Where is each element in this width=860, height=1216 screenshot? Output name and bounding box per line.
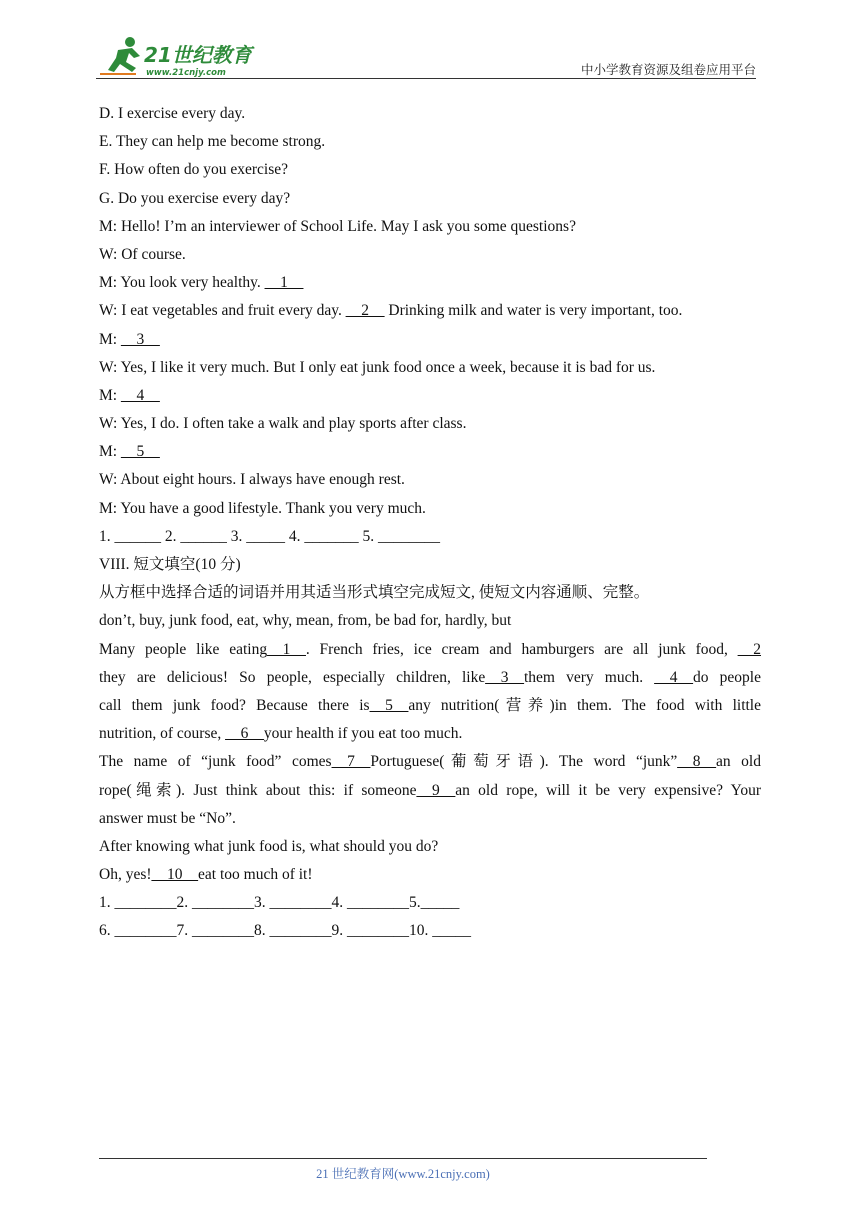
word-bank: don’t, buy, junk food, eat, why, mean, from, be bad for, hardly, but bbox=[99, 612, 512, 630]
passage-line: rope(绳索). Just think about this: if someone__9__an old rope, will it be very expensive? Your bbox=[99, 781, 761, 799]
footer-text[interactable]: 21 世纪教育网(www.21cnjy.com) bbox=[316, 1167, 490, 1181]
passage-line: they are delicious! So people, especially children, like__3__them very much. __4__do people bbox=[99, 668, 761, 686]
dialogue-line: W: Of course. bbox=[99, 245, 186, 263]
option-e: E. They can help me become strong. bbox=[99, 133, 326, 151]
dialogue-line: M: __4__ bbox=[99, 386, 160, 404]
section-title: VIII. 短文填空(10 分) bbox=[99, 556, 241, 573]
answer-line: 1. ______ 2. ______ 3. _____ 4. _______ 5. ________ bbox=[99, 527, 440, 545]
platform-name: 中小学教育资源及组卷应用平台 bbox=[580, 63, 756, 77]
answer-line: 6. ________7. ________8. ________9. ________10. _____ bbox=[99, 922, 471, 940]
dialogue-line: M: __5__ bbox=[99, 443, 160, 461]
option-f: F. How often do you exercise? bbox=[99, 161, 289, 179]
dialogue-line: M: You have a good lifestyle. Thank you very much. bbox=[99, 499, 426, 517]
page-header bbox=[96, 30, 756, 80]
section-instruction: 从方框中选择合适的词语并用其适当形式填空完成短文, 使短文内容通顺、完整。 bbox=[99, 584, 650, 602]
passage-line: nutrition, of course, __6__your health if you eat too much. bbox=[99, 725, 463, 743]
document-body bbox=[99, 100, 761, 946]
passage-line: After knowing what junk food is, what should you do? bbox=[99, 837, 439, 855]
passage-line: answer must be “No”. bbox=[99, 809, 236, 827]
passage-line: Many people like eating__1__. French fries, ice cream and hamburgers are all junk food, __2 bbox=[99, 640, 761, 658]
dialogue-line: W: Yes, I like it very much. But I only eat junk food once a week, because it is bad for us. bbox=[99, 358, 656, 376]
blank-1: __1__ bbox=[264, 274, 304, 292]
dialogue-line: M: __3__ bbox=[99, 330, 160, 348]
footer-divider bbox=[99, 1158, 707, 1159]
blank-2: __2__ bbox=[345, 302, 385, 320]
site-logo bbox=[96, 34, 266, 78]
logo-url: www.21cnjy.com bbox=[146, 68, 226, 78]
dialogue-line: M: Hello! I’m an interviewer of School Life. May I ask you some questions? bbox=[99, 217, 576, 235]
runner-icon bbox=[100, 37, 140, 74]
option-d: D. I exercise every day. bbox=[99, 105, 246, 122]
dialogue-line: W: I eat vegetables and fruit every day. __2__ Drinking milk and water is very important, too. bbox=[99, 302, 683, 320]
logo-text: 21世纪教育 bbox=[144, 43, 252, 67]
dialogue-line: W: About eight hours. I always have enough rest. bbox=[99, 471, 405, 489]
option-g: G. Do you exercise every day? bbox=[99, 189, 291, 207]
answer-line: 1. ________2. ________3. ________4. ________5._____ bbox=[99, 894, 460, 912]
dialogue-line: W: Yes, I do. I often take a walk and play sports after class. bbox=[99, 415, 467, 433]
passage-line: The name of “junk food” comes__7__Portuguese(葡萄牙语). The word “junk”__8__an old bbox=[99, 753, 761, 771]
blank-5: __5__ bbox=[120, 443, 160, 461]
passage-line: call them junk food? Because there is__5__any nutrition(营养)in them. The food with little bbox=[99, 696, 761, 714]
blank-3: __3__ bbox=[120, 330, 160, 348]
passage-line: Oh, yes!__10__eat too much of it! bbox=[99, 866, 313, 884]
header-divider bbox=[96, 78, 756, 79]
dialogue-line: M: You look very healthy. __1__ bbox=[99, 274, 304, 292]
blank-4: __4__ bbox=[120, 386, 160, 404]
